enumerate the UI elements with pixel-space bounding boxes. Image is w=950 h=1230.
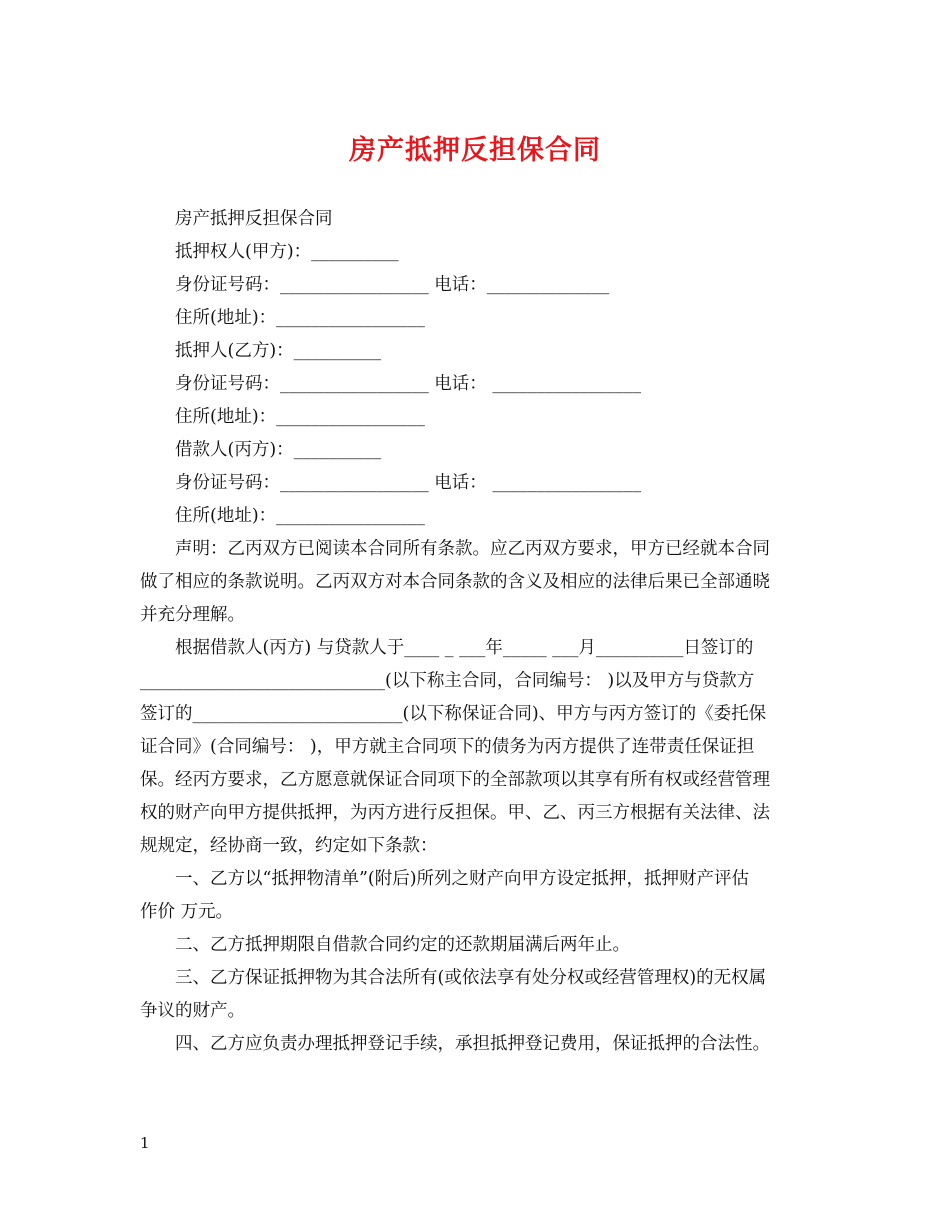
mortgagor-address-line: 住所(地址)：_________________ [175, 407, 425, 427]
paragraph-line: 四、乙方应负责办理抵押登记手续，承担抵押登记费用，保证抵押的合法性。 [175, 1034, 770, 1054]
paragraph-line: 三、乙方保证抵押物为其合法所有(或依法享有处分权或经营管理权)的无权属 [175, 968, 767, 988]
paragraph-line: 作价 万元。 [140, 902, 234, 922]
mortgagee-address-line: 住所(地址)：_________________ [175, 308, 425, 328]
borrower-address-line: 住所(地址)：_________________ [175, 506, 425, 526]
document-title: 房产抵押反担保合同 [349, 135, 601, 166]
paragraph-line: 证合同》(合同编号： )，甲方就主合同项下的债务为丙方提供了连带责任保证担 [140, 737, 755, 757]
paragraph-line: 规规定，经协商一致，约定如下条款： [140, 836, 438, 856]
page-number: 1 [140, 1134, 150, 1152]
mortgagee-id-phone-line: 身份证号码：_________________ 电话：______________ [175, 275, 610, 295]
paragraph-line: 根据借款人(丙方) 与贷款人于____ _ ___年_____ ___月__________日签订的 [175, 638, 754, 658]
paragraph-line: 争议的财产。 [140, 1001, 245, 1021]
clause-4-paragraph [140, 1028, 812, 1061]
paragraph-line: 声明：乙丙双方已阅读本合同所有条款。应乙丙双方要求，甲方已经就本合同 [175, 539, 770, 559]
clause-3-paragraph [140, 962, 812, 1028]
paragraph-line: 做了相应的条款说明。乙丙双方对本合同条款的含义及相应的法律后果已全部通晓 [140, 572, 770, 592]
clause-1-paragraph [140, 863, 812, 929]
paragraph-line: 权的财产向甲方提供抵押，为丙方进行反担保。甲、乙、丙三方根据有关法律、法 [140, 803, 770, 823]
clause-2-paragraph [140, 929, 812, 962]
basis-paragraph [140, 632, 812, 863]
mortgagor-id-phone-line: 身份证号码：_________________ 电话： _________________ [175, 374, 642, 394]
borrower-line: 借款人(丙方)：__________ [175, 440, 382, 460]
paragraph-line: 一、乙方以“抵押物清单”(附后)所列之财产向甲方设定抵押，抵押财产评估 [175, 869, 750, 889]
declaration-paragraph [140, 533, 812, 632]
contract-name-line: 房产抵押反担保合同 [175, 209, 333, 229]
paragraph-line: 保。经丙方要求，乙方愿意就保证合同项下的全部款项以其享有所有权或经营管理 [140, 770, 770, 790]
document-body [140, 203, 812, 1061]
paragraph-line: 二、乙方抵押期限自借款合同约定的还款期届满后两年止。 [175, 935, 630, 955]
mortgagor-line: 抵押人(乙方)：__________ [175, 341, 382, 361]
borrower-id-phone-line: 身份证号码：_________________ 电话： _________________ [175, 473, 642, 493]
paragraph-line: ____________________________(以下称主合同，合同编号： )以及甲方与贷款方 [140, 671, 755, 691]
paragraph-line: 并充分理解。 [140, 605, 245, 625]
mortgagee-line: 抵押权人(甲方)：__________ [175, 242, 399, 262]
paragraph-line: 签订的________________________(以下称保证合同)、甲方与丙方签订的《委托保 [140, 704, 767, 724]
